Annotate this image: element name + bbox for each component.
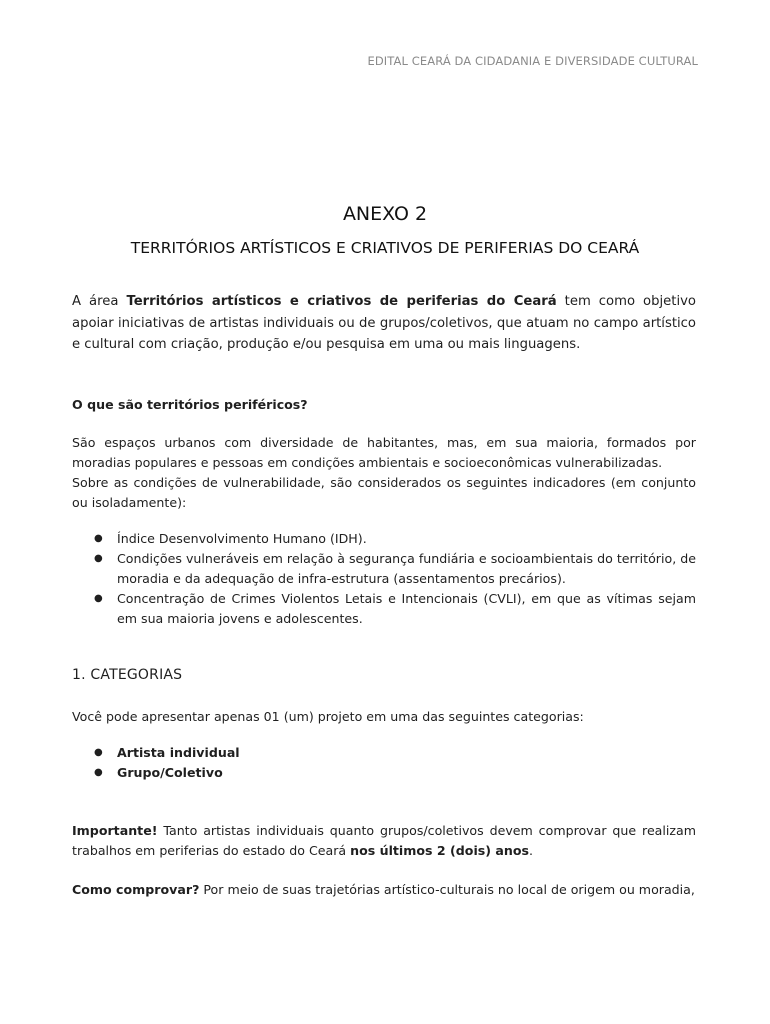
section-1-heading: 1. CATEGORIAS [72, 667, 183, 683]
section-1-paragraph: Você pode apresentar apenas 01 (um) projeto em uma das seguintes categorias: [72, 709, 584, 724]
question-heading: O que são territórios periféricos? [72, 397, 308, 412]
categories-list [72, 743, 696, 783]
important-bold: nos últimos 2 (dois) anos [350, 843, 530, 858]
list-item: ● Grupo/Coletivo [72, 763, 696, 783]
list-item: ● Artista individual [72, 743, 696, 763]
bullet-icon: ● [94, 593, 103, 604]
bullet-icon: ● [94, 553, 103, 564]
list-item: ● Condições vulneráveis em relação à segurança fundiária e socioambientais do território, de moradia e da adequação de infra-estrutura (assentamentos precários). [94, 551, 696, 586]
bullet-icon: ● [94, 533, 103, 544]
bullet-icon: ● [94, 747, 103, 758]
document-header: EDITAL CEARÁ DA CIDADANIA E DIVERSIDADE CULTURAL [367, 54, 698, 68]
question-para-1: São espaços urbanos com diversidade de habitantes, mas, em sua maioria, formados por moradias populares e pessoas em condições ambientais e socioeconômicas vulnerabilizadas. [72, 435, 696, 470]
question-paragraph [72, 433, 696, 513]
how-to-prove: Como comprovar? Por meio de suas trajetórias artístico-culturais no local de origem ou moradia, [72, 882, 695, 897]
question-para-2: Sobre as condições de vulnerabilidade, são considerados os seguintes indicadores (em conjunto ou isoladamente): [72, 475, 696, 510]
intro-paragraph: A área Territórios artísticos e criativos de periferias do Ceará tem como objetivo apoiar iniciativas de artistas individuais ou de grupos/coletivos, que atuam no campo artístico e cultural com criação, produção e/ou pesquisa em uma ou mais linguagens. [72, 294, 696, 352]
how-label: Como comprovar? [72, 882, 200, 897]
page-subtitle: TERRITÓRIOS ARTÍSTICOS E CRIATIVOS DE PERIFERIAS DO CEARÁ [130, 239, 640, 257]
important-note: Importante! Tanto artistas individuais quanto grupos/coletivos devem comprovar que realizam trabalhos em periferias do estado do Ceará nos últimos 2 (dois) anos. [72, 823, 696, 858]
list-item: ● Concentração de Crimes Violentos Letais e Intencionais (CVLI), em que as vítimas sejam em sua maioria jovens e adolescentes. [94, 591, 696, 626]
page-title: ANEXO 2 [342, 203, 428, 225]
intro-bold-term: Territórios artísticos e criativos de periferias do Ceará [126, 294, 557, 309]
indicators-list [72, 529, 696, 629]
important-label: Importante! [72, 823, 158, 838]
list-item: ● Índice Desenvolvimento Humano (IDH). [72, 529, 696, 549]
bullet-icon: ● [94, 767, 103, 778]
